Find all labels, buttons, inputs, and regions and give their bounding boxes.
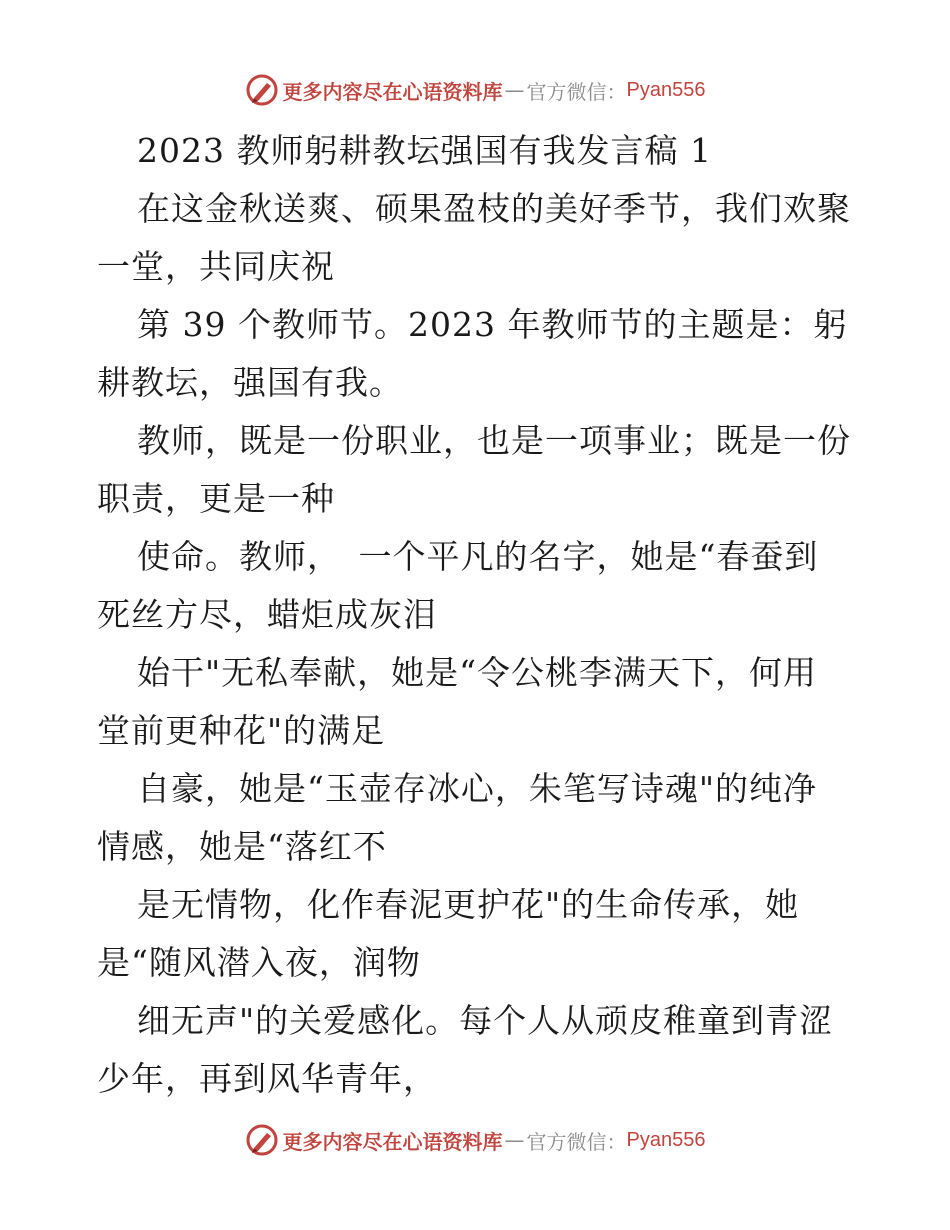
- banner-contact-label: 官方微信：: [526, 1129, 627, 1154]
- paragraph-line: 始干"无私奉献，她是“令公桃李满天下，何用: [137, 653, 818, 692]
- banner-contact-label: 官方微信：: [526, 79, 627, 104]
- banner-dash: —: [504, 1128, 525, 1152]
- paragraph-line: 在这金秋送爽、硕果盈枝的美好季节，我们欢聚: [137, 189, 851, 228]
- paragraph-line: 少年，再到风华青年，: [97, 1059, 437, 1098]
- paragraph-line: 职责，更是一种: [97, 479, 335, 518]
- banner-contact-id: Pyan556: [626, 1128, 706, 1151]
- banner-dash: —: [504, 78, 525, 102]
- footer-banner: [0, 1120, 950, 1160]
- banner-slogan: 更多内容尽在心语资料库: [282, 79, 503, 104]
- paragraph-line: 第 39 个教师节。2023 年教师节的主题是：躬: [137, 305, 848, 344]
- paragraph-line: 是无情物，化作春泥更护花"的生命传承，她: [137, 885, 800, 924]
- paragraph-line: 死丝方尽，蜡炬成灰泪: [97, 595, 437, 634]
- paragraph-line: 一堂，共同庆祝: [97, 247, 335, 286]
- banner-slogan: 更多内容尽在心语资料库: [282, 1129, 503, 1154]
- paragraph-line: 细无声"的关爱感化。每个人从顽皮稚童到青涩: [137, 1001, 834, 1040]
- paragraph-line: 教师，既是一份职业，也是一项事业；既是一份: [137, 421, 851, 460]
- document-title: 2023 教师躬耕教坛强国有我发言稿 1: [137, 131, 712, 170]
- paragraph-line: 耕教坛，强国有我。: [97, 363, 403, 402]
- paragraph-line: 自豪，她是“玉壶存冰心，朱笔写诗魂"的纯净: [137, 769, 818, 808]
- header-banner: [0, 70, 950, 110]
- banner-contact-id: Pyan556: [626, 78, 706, 101]
- pen-logo-icon: [245, 1123, 279, 1157]
- paragraph-line: 使命。教师， 一个平凡的名字，她是“春蚕到: [137, 537, 819, 576]
- document-body: [97, 122, 857, 1108]
- paragraph-line: 情感，她是“落红不: [97, 827, 387, 866]
- paragraph-line: 堂前更种花"的满足: [97, 711, 386, 750]
- pen-logo-icon: [245, 73, 279, 107]
- paragraph-line: 是“随风潜入夜，润物: [97, 943, 421, 982]
